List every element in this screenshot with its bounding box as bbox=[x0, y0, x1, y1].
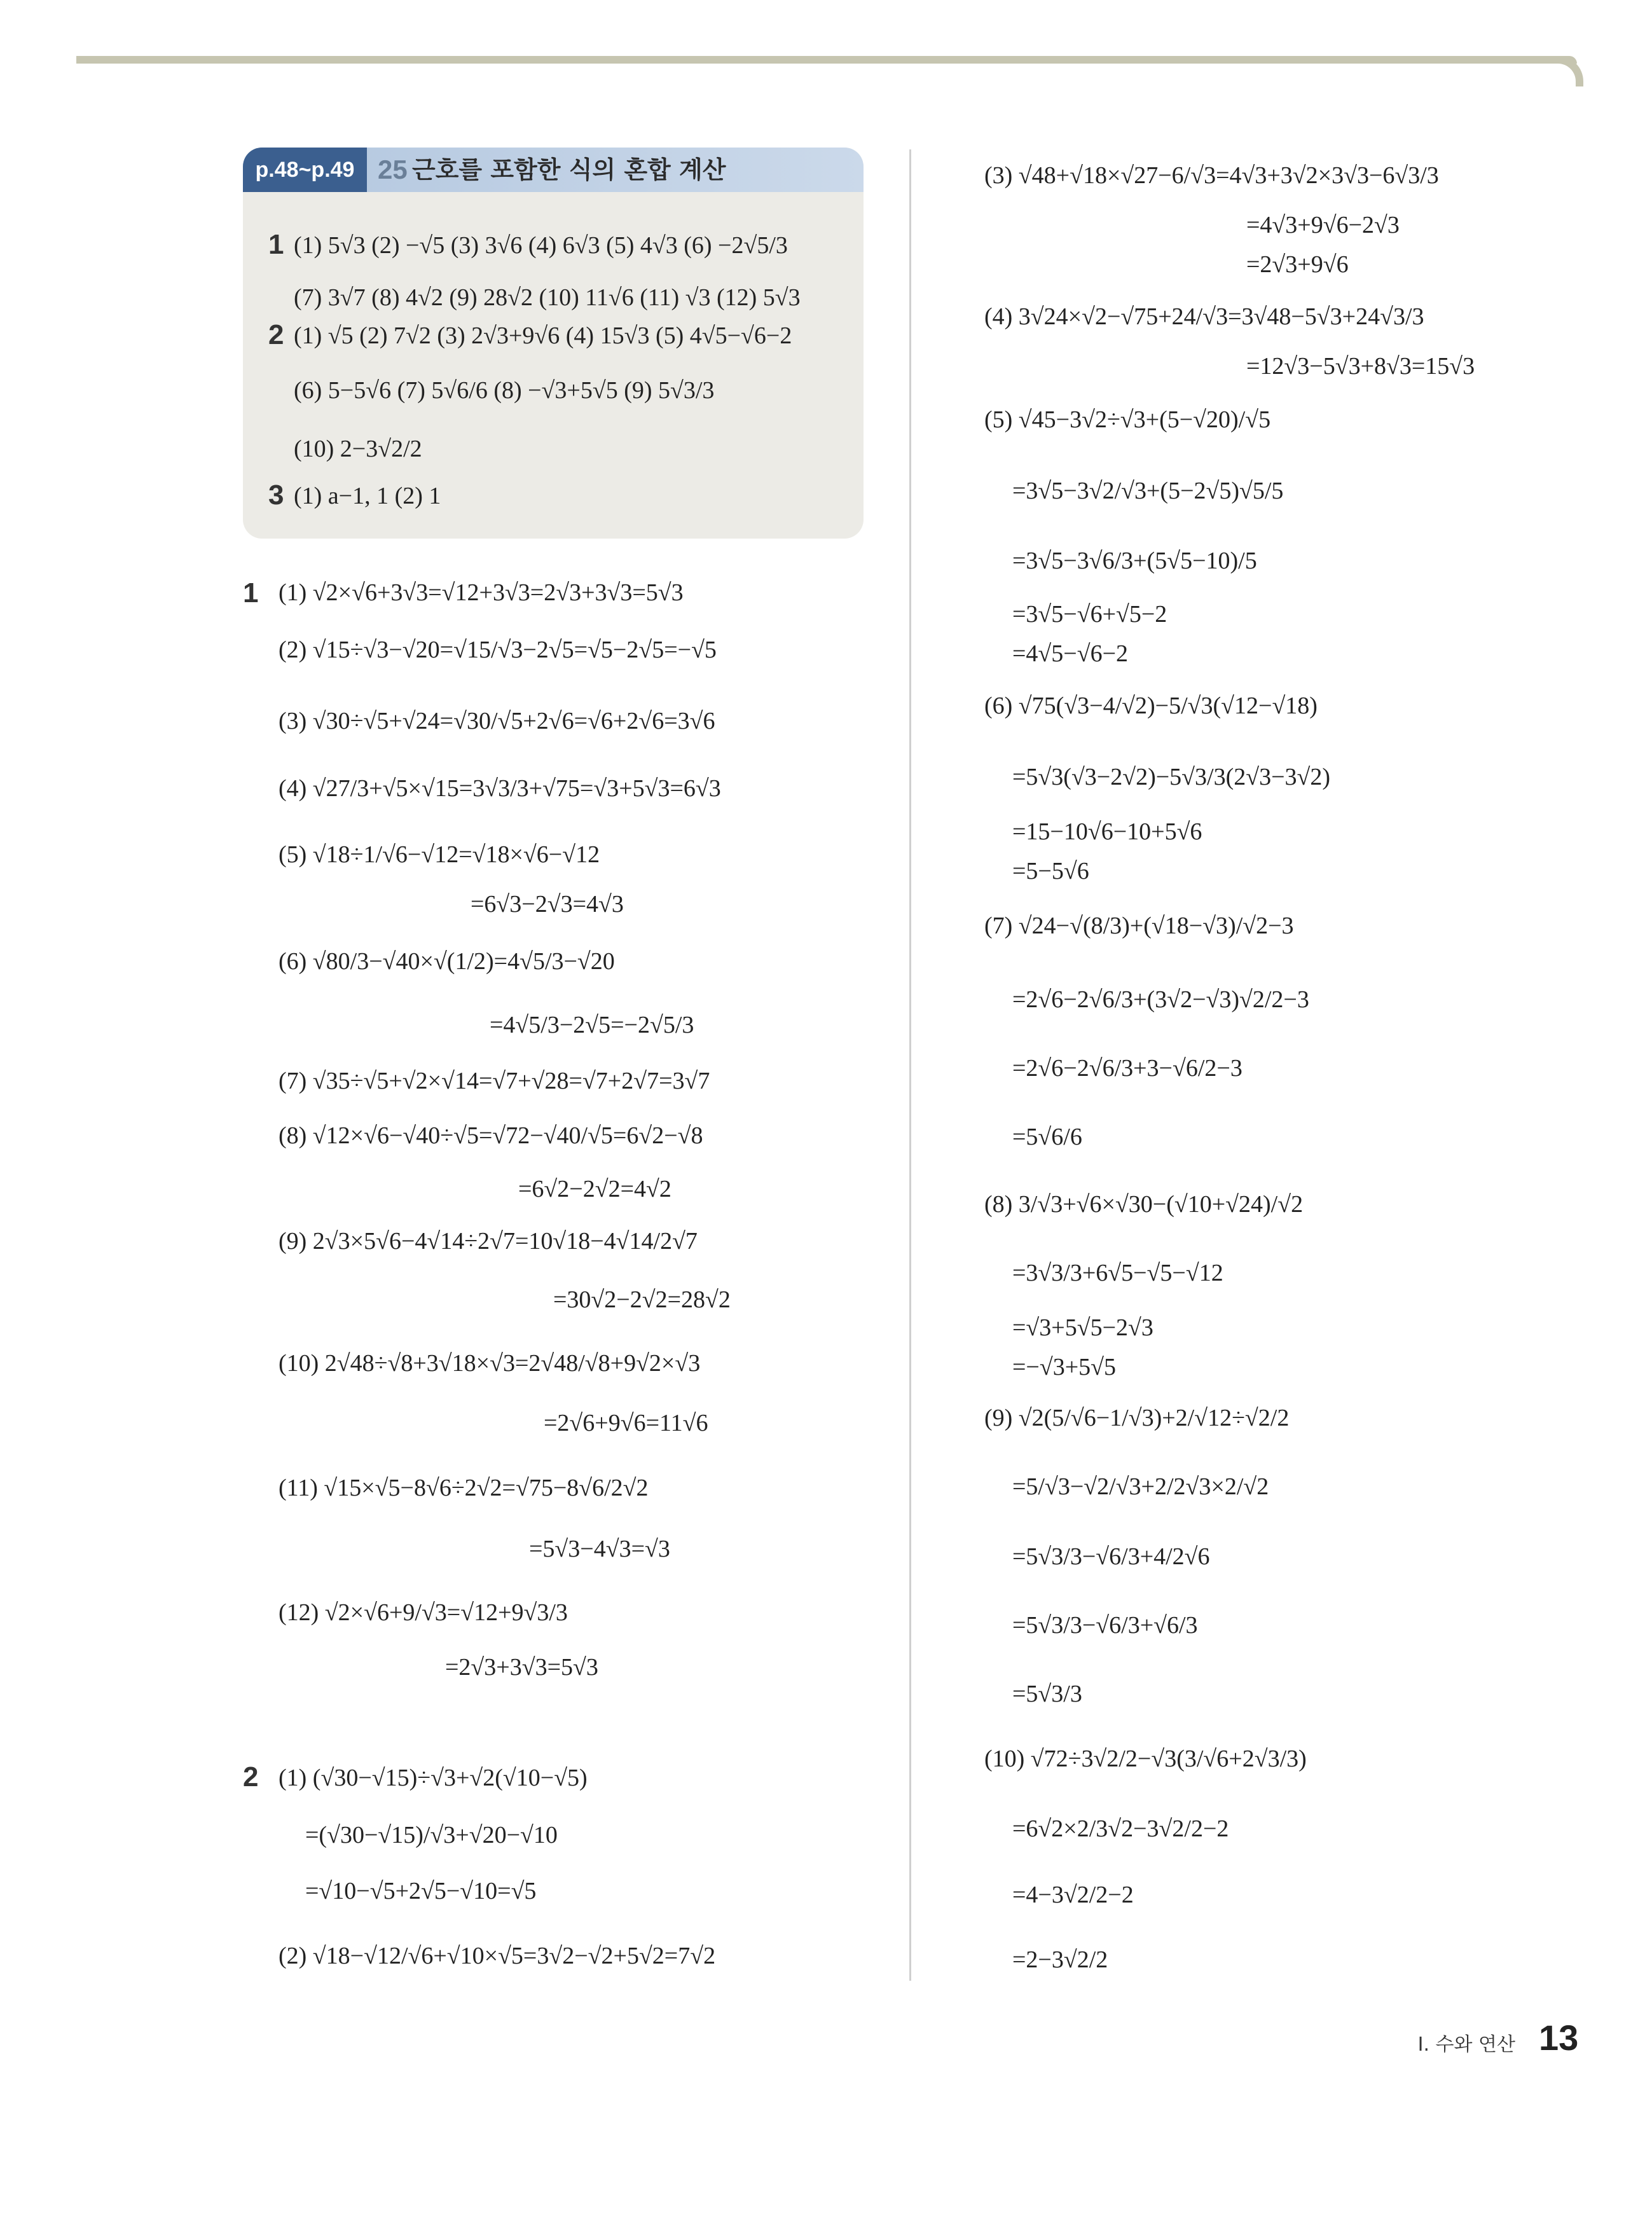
unit-number: 25 bbox=[378, 155, 408, 184]
left-q1-number: 1 bbox=[243, 577, 259, 609]
unit-header bbox=[243, 148, 864, 192]
answer-summary-box bbox=[243, 148, 864, 539]
solution-line: =5√3(√3−2√2)−5√3/3(2√3−3√2) bbox=[1012, 764, 1331, 790]
solution-line: =5√3/3 bbox=[1012, 1681, 1082, 1707]
solution-line: (9) √2(5/√6−1/√3)+2/√12÷√2/2 bbox=[984, 1405, 1290, 1431]
solution-line: =3√5−3√2/√3+(5−2√5)√5/5 bbox=[1012, 478, 1284, 504]
solution-line: =2−3√2/2 bbox=[1012, 1946, 1108, 1973]
solution-line: (10) √72÷3√2/2−√3(3/√6+2√3/3) bbox=[984, 1745, 1307, 1772]
solution-line: (6) √75(√3−4/√2)−5/√3(√12−√18) bbox=[984, 692, 1318, 719]
solution-line: (5) √18÷1/√6−√12=√18×√6−√12 bbox=[279, 841, 600, 868]
solution-line: =5−5√6 bbox=[1012, 858, 1089, 884]
summary-q1-line: (1) 5√3 (2) −√5 (3) 3√6 (4) 6√3 (5) 4√3 (6) −2√5/3 bbox=[294, 232, 788, 259]
solution-line: (7) √35÷√5+√2×√14=√7+√28=√7+2√7=3√7 bbox=[279, 1068, 710, 1094]
solution-line: =4−3√2/2−2 bbox=[1012, 1882, 1134, 1908]
solution-line: (8) 3/√3+√6×√30−(√10+√24)/√2 bbox=[984, 1191, 1304, 1218]
summary-q1-number: 1 bbox=[268, 229, 284, 260]
solution-line: (9) 2√3×5√6−4√14÷2√7=10√18−4√14/2√7 bbox=[279, 1228, 698, 1255]
solution-line: (5) √45−3√2÷√3+(5−√20)/√5 bbox=[984, 406, 1271, 433]
column-divider bbox=[909, 149, 911, 1981]
unit-title: 근호를 포함한 식의 혼합 계산 bbox=[412, 156, 726, 184]
solution-line: =2√6−2√6/3+3−√6/2−3 bbox=[1012, 1055, 1242, 1082]
solution-line: =5/√3−√2/√3+2/2√3×2/√2 bbox=[1012, 1473, 1269, 1500]
solution-line: =5√6/6 bbox=[1012, 1124, 1082, 1150]
solution-line: =2√3+3√3=5√3 bbox=[445, 1654, 598, 1681]
solution-line: (7) √24−√(8/3)+(√18−√3)/√2−3 bbox=[984, 912, 1294, 939]
summary-q2-line: (1) √5 (2) 7√2 (3) 2√3+9√6 (4) 15√3 (5) 4√5−√6−2 bbox=[294, 322, 792, 349]
solution-line: =√10−√5+2√5−√10=√5 bbox=[305, 1878, 537, 1904]
left-q2-number: 2 bbox=[243, 1761, 259, 1793]
solution-line: =4√5−√6−2 bbox=[1012, 640, 1129, 667]
summary-q3-number: 3 bbox=[268, 479, 284, 511]
solution-line: =3√5−3√6/3+(5√5−10)/5 bbox=[1012, 547, 1257, 574]
solution-line: (1) √2×√6+3√3=√12+3√3=2√3+3√3=5√3 bbox=[279, 579, 684, 606]
solution-line: =−√3+5√5 bbox=[1012, 1354, 1117, 1380]
solution-line: (2) √15÷√3−√20=√15/√3−2√5=√5−2√5=−√5 bbox=[279, 637, 717, 663]
solution-line: =12√3−5√3+8√3=15√3 bbox=[1246, 353, 1475, 380]
solution-line: =5√3/3−√6/3+√6/3 bbox=[1012, 1612, 1198, 1639]
page-number: 13 bbox=[1539, 2018, 1579, 2058]
solution-line: =2√6+9√6=11√6 bbox=[544, 1410, 708, 1436]
solution-line: =30√2−2√2=28√2 bbox=[553, 1286, 731, 1313]
solution-line: =5√3−4√3=√3 bbox=[529, 1536, 670, 1562]
solution-line: (6) √80/3−√40×√(1/2)=4√5/3−√20 bbox=[279, 948, 615, 975]
solution-line: =5√3/3−√6/3+4/2√6 bbox=[1012, 1543, 1210, 1570]
summary-q2-line: (6) 5−5√6 (7) 5√6/6 (8) −√3+5√5 (9) 5√3/3 bbox=[294, 377, 715, 404]
summary-q2-line: (10) 2−3√2/2 bbox=[294, 436, 422, 462]
solution-line: (4) 3√24×√2−√75+24/√3=3√48−5√3+24√3/3 bbox=[984, 303, 1424, 330]
page-range-badge: p.48~p.49 bbox=[243, 148, 367, 192]
solution-line: (1) (√30−√15)÷√3+√2(√10−√5) bbox=[279, 1765, 588, 1791]
solution-line: (4) √27/3+√5×√15=3√3/3+√75=√3+5√3=6√3 bbox=[279, 775, 721, 802]
solution-line: =6√3−2√3=4√3 bbox=[471, 891, 624, 918]
solution-line: =6√2−2√2=4√2 bbox=[518, 1176, 671, 1202]
solution-line: =15−10√6−10+5√6 bbox=[1012, 818, 1202, 845]
solution-line: =4√5/3−2√5=−2√5/3 bbox=[490, 1012, 694, 1038]
solution-line: =3√5−√6+√5−2 bbox=[1012, 601, 1167, 628]
solution-line: =(√30−√15)/√3+√20−√10 bbox=[305, 1822, 558, 1848]
summary-q1-line: (7) 3√7 (8) 4√2 (9) 28√2 (10) 11√6 (11) √3 (12) 5√3 bbox=[294, 284, 801, 311]
solution-line: (2) √18−√12/√6+√10×√5=3√2−√2+5√2=7√2 bbox=[279, 1943, 716, 1969]
solution-line: (10) 2√48÷√8+3√18×√3=2√48/√8+9√2×√3 bbox=[279, 1350, 701, 1377]
solution-line: =2√6−2√6/3+(3√2−√3)√2/2−3 bbox=[1012, 986, 1309, 1013]
solution-line: (12) √2×√6+9/√3=√12+9√3/3 bbox=[279, 1599, 568, 1626]
solution-line: (8) √12×√6−√40÷√5=√72−√40/√5=6√2−√8 bbox=[279, 1122, 703, 1149]
solution-line: =3√3/3+6√5−√5−√12 bbox=[1012, 1260, 1223, 1286]
top-rule bbox=[76, 56, 1577, 64]
solution-line: =6√2×2/3√2−3√2/2−2 bbox=[1012, 1815, 1229, 1842]
section-label: I. 수와 연산 bbox=[1417, 2034, 1515, 2056]
solution-line: (3) √48+√18×√27−6/√3=4√3+3√2×3√3−6√3/3 bbox=[984, 162, 1439, 189]
solution-line: =√3+5√5−2√3 bbox=[1012, 1314, 1153, 1341]
summary-q2-number: 2 bbox=[268, 319, 284, 350]
solution-line: =4√3+9√6−2√3 bbox=[1246, 212, 1400, 238]
solution-line: =2√3+9√6 bbox=[1246, 251, 1349, 278]
summary-q3-line: (1) a−1, 1 (2) 1 bbox=[294, 483, 441, 509]
top-rule-corner bbox=[1552, 56, 1583, 86]
solution-line: (11) √15×√5−8√6÷2√2=√75−8√6/2√2 bbox=[279, 1475, 649, 1501]
solution-line: (3) √30÷√5+√24=√30/√5+2√6=√6+2√6=3√6 bbox=[279, 708, 715, 734]
